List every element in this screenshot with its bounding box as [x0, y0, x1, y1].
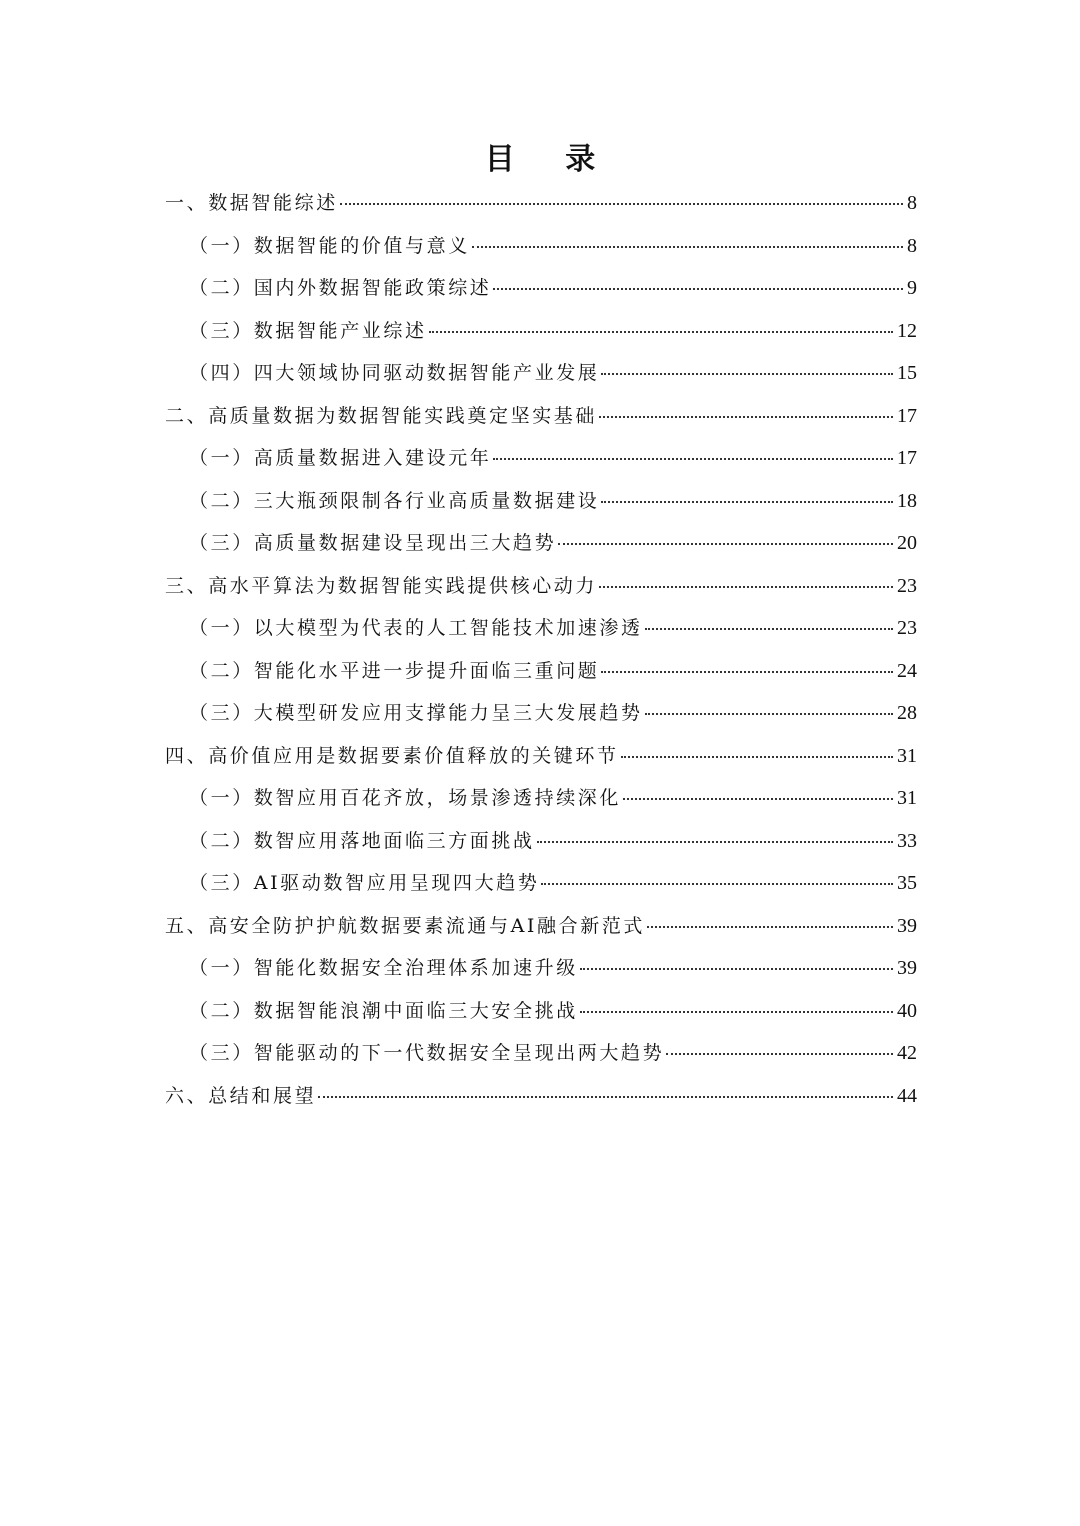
toc-page-number: 24 — [897, 659, 917, 682]
toc-section-entry[interactable] — [165, 443, 917, 486]
toc-dot-leader — [493, 288, 903, 290]
toc-dot-leader — [621, 756, 893, 758]
toc-dot-leader — [472, 246, 903, 248]
toc-section-entry[interactable] — [165, 358, 917, 401]
toc-section-entry[interactable] — [165, 698, 917, 741]
toc-entry-label: （四）四大领域协同驱动数据智能产业发展 — [189, 362, 600, 384]
toc-entry-label: 一、数据智能综述 — [165, 192, 338, 214]
toc-section-entry[interactable] — [165, 1038, 917, 1081]
toc-page-number: 8 — [907, 192, 917, 214]
toc-page-number: 23 — [897, 617, 917, 639]
toc-dot-leader — [645, 713, 893, 715]
toc-page-number: 15 — [897, 362, 917, 384]
toc-page-number: 31 — [897, 744, 917, 767]
toc-section-entry[interactable] — [165, 953, 917, 996]
toc-entry-label: （一）数据智能的价值与意义 — [189, 234, 470, 257]
toc-page-number: 39 — [897, 914, 917, 937]
toc-page-number: 9 — [907, 277, 917, 299]
toc-dot-leader — [623, 798, 893, 800]
toc-entry-label: 五、高安全防护护航数据要素流通与AI融合新范式 — [165, 914, 646, 937]
toc-entry-label: （二）数据智能浪潮中面临三大安全挑战 — [189, 999, 578, 1022]
toc-page-number: 23 — [897, 574, 917, 597]
toc-dot-leader — [580, 968, 893, 970]
toc-dot-leader — [647, 926, 893, 928]
toc-page-number: 17 — [897, 404, 917, 427]
toc-entry-label: （一）智能化数据安全治理体系加速升级 — [189, 957, 578, 979]
toc-page-number: 28 — [897, 702, 917, 724]
toc-section-entry[interactable] — [165, 231, 917, 274]
toc-page-number: 40 — [897, 999, 917, 1022]
toc-dot-leader — [541, 883, 893, 885]
toc-dot-leader — [537, 841, 893, 843]
toc-chapter-entry[interactable] — [165, 911, 917, 954]
toc-entry-label: 四、高价值应用是数据要素价值释放的关键环节 — [165, 744, 619, 767]
toc-entry-label: （二）数智应用落地面临三方面挑战 — [189, 829, 535, 852]
toc-entry-label: （二）国内外数据智能政策综述 — [189, 277, 492, 299]
toc-page-number: 12 — [897, 319, 917, 342]
toc-page-number: 8 — [907, 234, 917, 257]
toc-page-number: 33 — [897, 829, 917, 852]
toc-entry-label: （二）智能化水平进一步提升面临三重问题 — [189, 659, 600, 682]
toc-chapter-entry[interactable] — [165, 401, 917, 444]
toc-entry-label: （三）智能驱动的下一代数据安全呈现出两大趋势 — [189, 1042, 665, 1064]
toc-dot-leader — [666, 1053, 893, 1055]
toc-section-entry[interactable] — [165, 486, 917, 529]
toc-chapter-entry[interactable] — [165, 741, 917, 784]
toc-page-number: 20 — [897, 532, 917, 554]
toc-section-entry[interactable] — [165, 996, 917, 1039]
toc-page-number: 17 — [897, 447, 917, 469]
toc-entry-label: 二、高质量数据为数据智能实践奠定坚实基础 — [165, 404, 598, 427]
toc-section-entry[interactable] — [165, 826, 917, 869]
toc-entry-label: （三）数据智能产业综述 — [189, 319, 427, 342]
toc-dot-leader — [580, 1011, 893, 1013]
toc-chapter-entry[interactable] — [165, 1081, 917, 1124]
toc-dot-leader — [601, 373, 893, 375]
toc-dot-leader — [429, 331, 893, 333]
table-of-contents — [165, 188, 917, 1123]
toc-dot-leader — [340, 203, 903, 205]
toc-entry-label: 六、总结和展望 — [165, 1084, 317, 1107]
toc-page-number: 31 — [897, 787, 917, 809]
toc-section-entry[interactable] — [165, 316, 917, 359]
toc-dot-leader — [493, 458, 893, 460]
toc-section-entry[interactable] — [165, 656, 917, 699]
toc-section-entry[interactable] — [165, 528, 917, 571]
toc-chapter-entry[interactable] — [165, 571, 917, 614]
page-title: 目 录 — [484, 142, 616, 177]
toc-section-entry[interactable] — [165, 868, 917, 911]
toc-section-entry[interactable] — [165, 613, 917, 656]
toc-entry-label: （三）大模型研发应用支撑能力呈三大发展趋势 — [189, 702, 643, 724]
toc-dot-leader — [599, 416, 893, 418]
toc-page-number: 35 — [897, 872, 917, 894]
toc-dot-leader — [601, 501, 893, 503]
toc-dot-leader — [599, 586, 893, 588]
toc-section-entry[interactable] — [165, 783, 917, 826]
toc-entry-label: （三）AI驱动数智应用呈现四大趋势 — [189, 872, 540, 894]
toc-dot-leader — [645, 628, 893, 630]
toc-entry-label: （三）高质量数据建设呈现出三大趋势 — [189, 532, 557, 554]
toc-page-number: 44 — [897, 1084, 917, 1107]
toc-entry-label: （二）三大瓶颈限制各行业高质量数据建设 — [189, 489, 600, 512]
toc-page-number: 39 — [897, 957, 917, 979]
toc-section-entry[interactable] — [165, 273, 917, 316]
toc-entry-label: 三、高水平算法为数据智能实践提供核心动力 — [165, 574, 598, 597]
toc-entry-label: （一）以大模型为代表的人工智能技术加速渗透 — [189, 617, 643, 639]
toc-chapter-entry[interactable] — [165, 188, 917, 231]
toc-dot-leader — [318, 1096, 893, 1098]
toc-entry-label: （一）高质量数据进入建设元年 — [189, 447, 492, 469]
toc-dot-leader — [601, 671, 893, 673]
toc-page-number: 42 — [897, 1042, 917, 1064]
toc-page-number: 18 — [897, 489, 917, 512]
toc-dot-leader — [558, 543, 893, 545]
toc-entry-label: （一）数智应用百花齐放，场景渗透持续深化 — [189, 787, 622, 809]
